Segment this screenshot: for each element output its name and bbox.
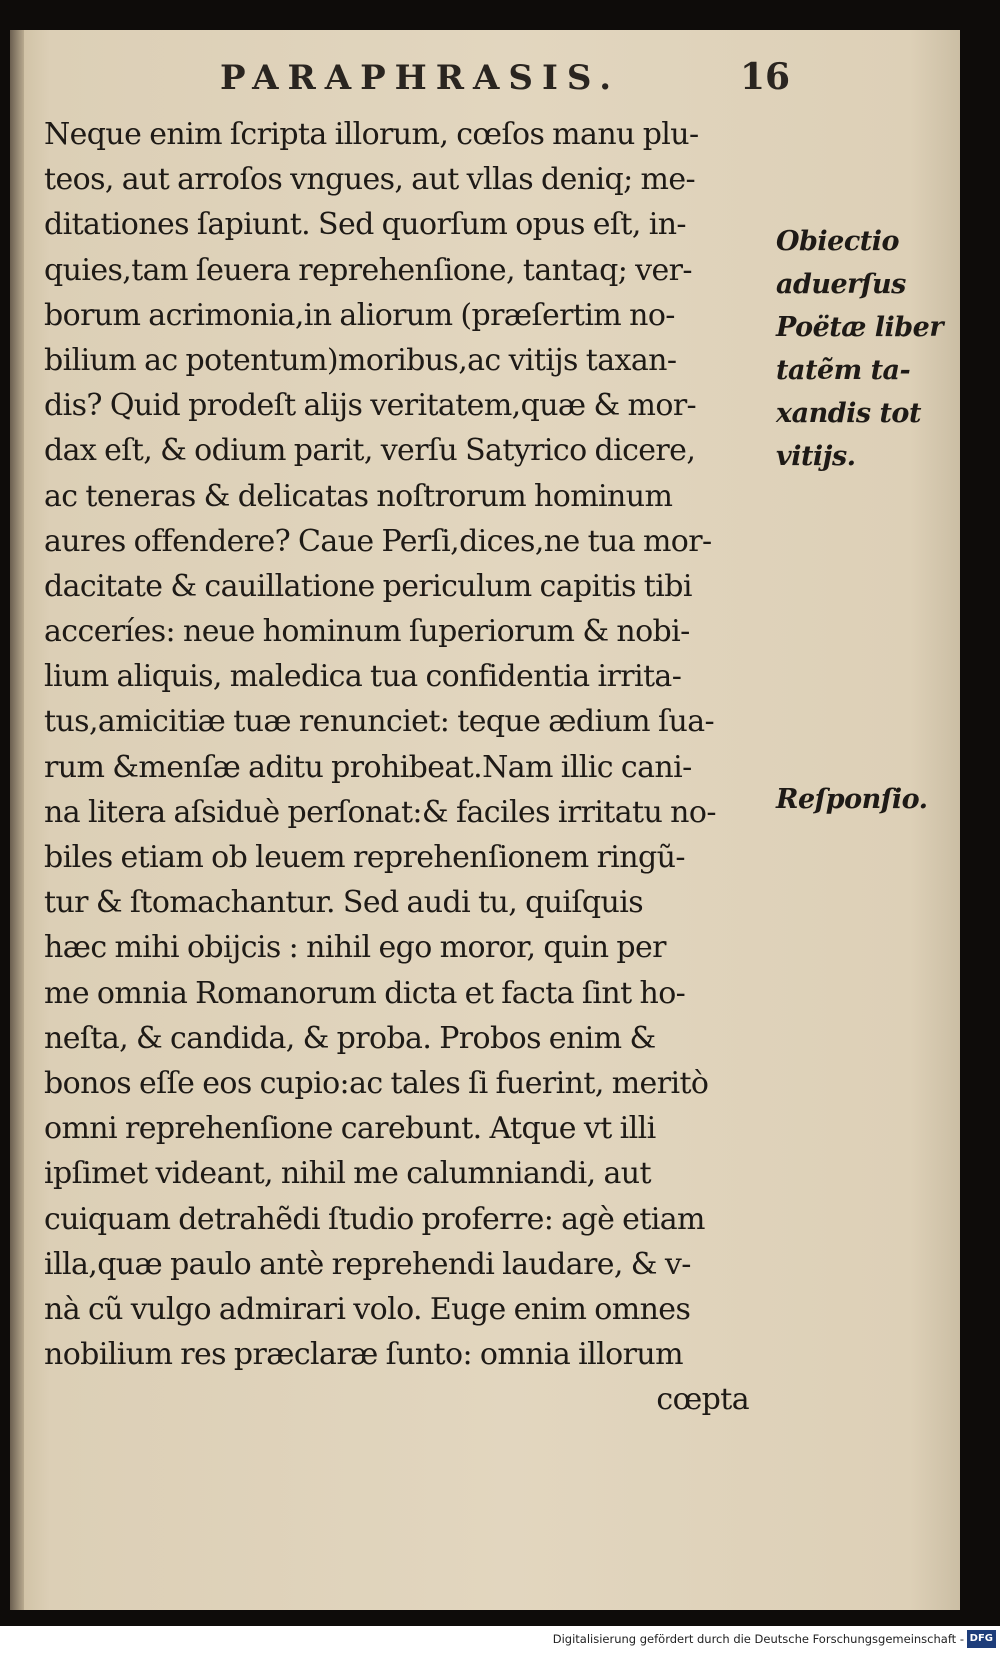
text-line: illa,quæ paulo antè reprehendi laudare, & v-	[44, 1246, 691, 1282]
text-line: biles etiam ob leuem reprehenſionem ringũ-	[44, 840, 685, 875]
text-line: borum acrimonia,in aliorum (præſertim no-	[44, 297, 675, 333]
margin-note-response	[776, 778, 956, 821]
text-line: acceríes: neue hominum ſuperiorum & nobi-	[44, 614, 690, 650]
text-line: omni reprehenſione carebunt. Atque vt illi	[44, 1111, 656, 1147]
book-page	[10, 30, 960, 1610]
margin-note-line: Reſponſio.	[776, 784, 928, 815]
text-line: neſta, & candida, & proba. Probos enim &	[44, 1020, 656, 1056]
text-line: bilium ac potentum)moribus,ac vitijs taxan-	[44, 342, 677, 378]
catchword: cœpta	[656, 1382, 749, 1418]
text-line: ditationes ſapiunt. Sed quorſum opus eſt, in-	[44, 207, 686, 243]
text-line: tus,amicitiæ tuæ renunciet: teque ædium ſua-	[44, 704, 715, 740]
digitization-footer	[0, 1626, 1000, 1654]
text-line: teos, aut arroſos vngues, aut vllas deniq; me-	[44, 162, 696, 198]
margin-note-line: tatẽm ta-	[776, 355, 911, 386]
dfg-logo: DFG	[967, 1630, 996, 1648]
margin-note-line: xandis tot	[776, 398, 921, 429]
margin-note-line: aduerſus	[776, 269, 906, 300]
text-line: rum &menſæ aditu prohibeat.Nam illic cani-	[44, 749, 692, 785]
text-line: me omnia Romanorum dicta et facta ſint ho-	[44, 975, 686, 1011]
margin-note-objection	[776, 220, 956, 478]
text-line: tur & ſtomachantur. Sed audi tu, quiſquis	[44, 885, 644, 921]
page-number: 16	[740, 56, 791, 98]
text-line: hæc mihi obijcis : nihil ego moror, quin per	[44, 930, 666, 966]
body-text	[44, 112, 779, 1422]
text-line: Neque enim ſcripta illorum, cœſos manu plu-	[44, 117, 699, 152]
funding-credit: Digitalisierung gefördert durch die Deutsche Forschungsgemeinschaft -	[552, 1632, 964, 1646]
text-line: quies,tam ſeuera reprehenſione, tantaq; ver-	[44, 252, 692, 288]
text-line: na litera aſsiduè perſonat:& faciles irritatu no-	[44, 794, 716, 830]
text-line: ac teneras & delicatas noſtrorum hominum	[44, 478, 673, 514]
text-line: aures offendere? Caue Perſi,dices,ne tua mor-	[44, 523, 712, 559]
margin-note-line: Obiectio	[776, 226, 900, 257]
text-line: cuiquam detrahẽdi ſtudio proferre: agè etiam	[44, 1201, 705, 1237]
text-line: bonos eſſe eos cupio:ac tales ſi fuerint, meritò	[44, 1065, 709, 1101]
text-line: dis? Quid prodeſt alijs veritatem,quæ & mor-	[44, 388, 697, 424]
margin-note-line: vitijs.	[776, 441, 856, 472]
margin-note-line: Poëtæ liber	[776, 312, 944, 343]
text-line: dax eſt, & odium parit, verſu Satyrico dicere,	[44, 433, 696, 469]
text-line: nà cũ vulgo admirari volo. Euge enim omnes	[44, 1291, 691, 1327]
text-line: lium aliquis, maledica tua confidentia irrita-	[44, 659, 682, 695]
text-line: ipſimet videant, nihil me calumniandi, aut	[44, 1156, 651, 1192]
running-head: PARAPHRASIS.	[220, 58, 621, 98]
page-gutter-shadow	[10, 30, 24, 1610]
text-line: dacitate & cauillatione periculum capitis tibi	[44, 568, 692, 604]
text-line: nobilium res præclaræ ſunto: omnia illorum	[44, 1337, 683, 1373]
